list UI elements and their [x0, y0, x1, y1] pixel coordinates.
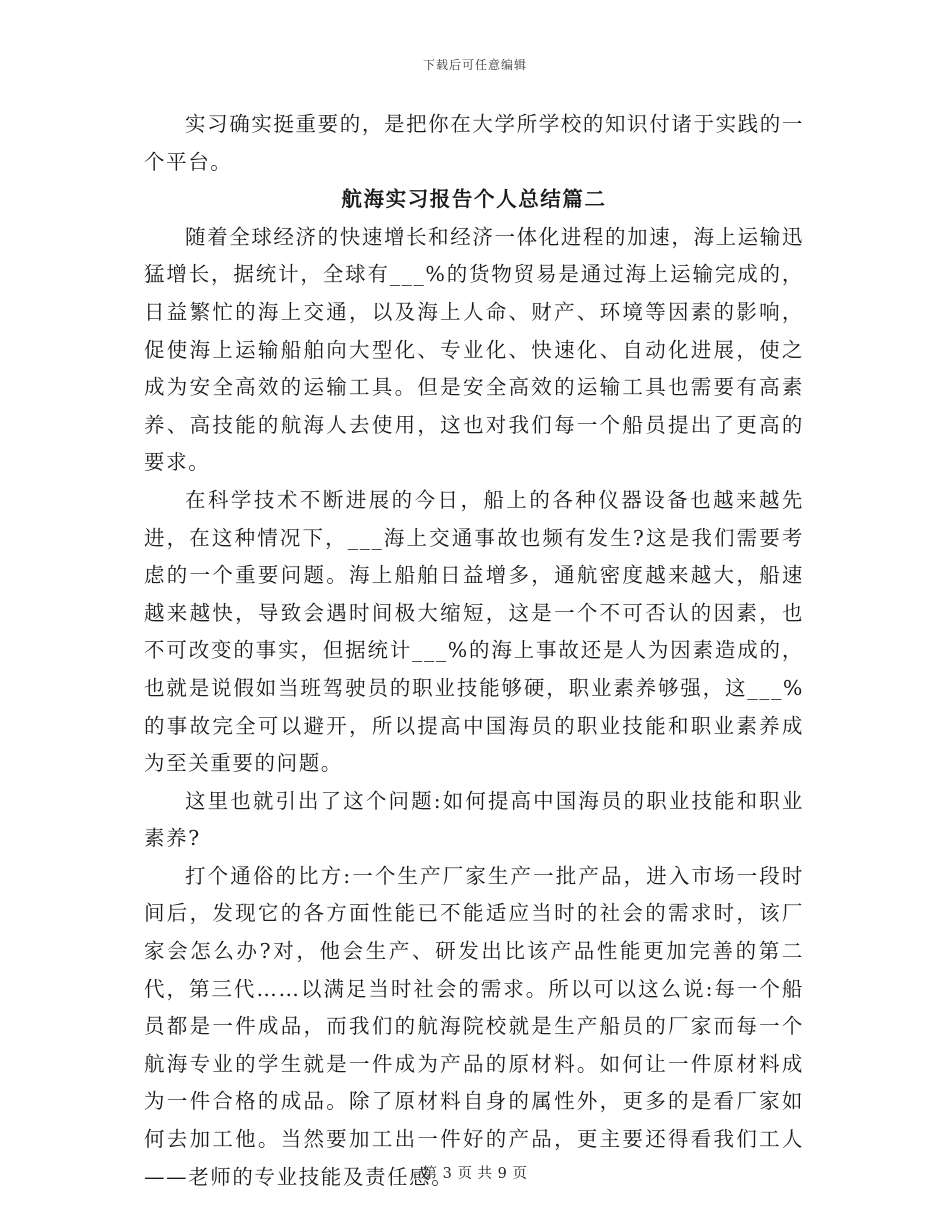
page-header: 下载后可任意编辑: [422, 58, 527, 72]
section-heading: 航海实习报告个人总结篇二: [341, 187, 607, 212]
paragraph-internship-platform: 实习确实挺重要的，是把你在大学所学校的知识付诸于实践的一个平台。: [144, 112, 804, 174]
paragraph-analogy: 打个通俗的比方:一个生产厂家生产一批产品，进入市场一段时间后，发现它的各方面性能已不能适应当时的社会的需求时，该厂家会怎么办?对，他会生产、研发出比该产品性能更加完善的第二代，第三代……以满足当时社会的需求。所以可以这么说:每一个船员都是一件成品，而我们的航海院校就是生产船员的厂家而每一个航海专业的学生就是一件成为产品的原材料。如何让一件原材料成为一件合格的成品。除了原材料自身的属性外，更多的是看厂家如何去加工他。当然要加工出一件好的产品，更主要还得看我们工人——老师的专业技能及责任感。: [144, 863, 804, 1189]
page-number: 第 3 页 共 9 页: [422, 1166, 528, 1182]
document-body: [144, 106, 804, 1196]
paragraph-question: 这里也就引出了这个问题:如何提高中国海员的职业技能和职业素养?: [144, 788, 804, 851]
paragraph-maritime-accidents: 在科学技术不断进展的今日，船上的各种仪器设备也越来越先进，在这种情况下，___海上交通事故也频有发生?这是我们需要考虑的一个重要问题。海上船舶日益增多，通航密度越来越大，船速越来越快，导致会遇时间极大缩短，这是一个不可否认的因素，也不可改变的事实，但据统计___%的海上事故还是人为因素造成的，也就是说假如当班驾驶员的职业技能够硬，职业素养够强，这___%的事故完全可以避开，所以提高中国海员的职业技能和职业素养成为至关重要的问题。: [144, 487, 804, 776]
paragraph-maritime-transport: 随着全球经济的快速增长和经济一体化进程的加速，海上运输迅猛增长，据统计，全球有___%的货物贸易是通过海上运输完成的，日益繁忙的海上交通，以及海上人命、财产、环境等因素的影响，促使海上运输船舶向大型化、专业化、快速化、自动化进展，使之成为安全高效的运输工具。但是安全高效的运输工具也需要有高素养、高技能的航海人去使用，这也对我们每一个船员提出了更高的要求。: [144, 224, 804, 475]
